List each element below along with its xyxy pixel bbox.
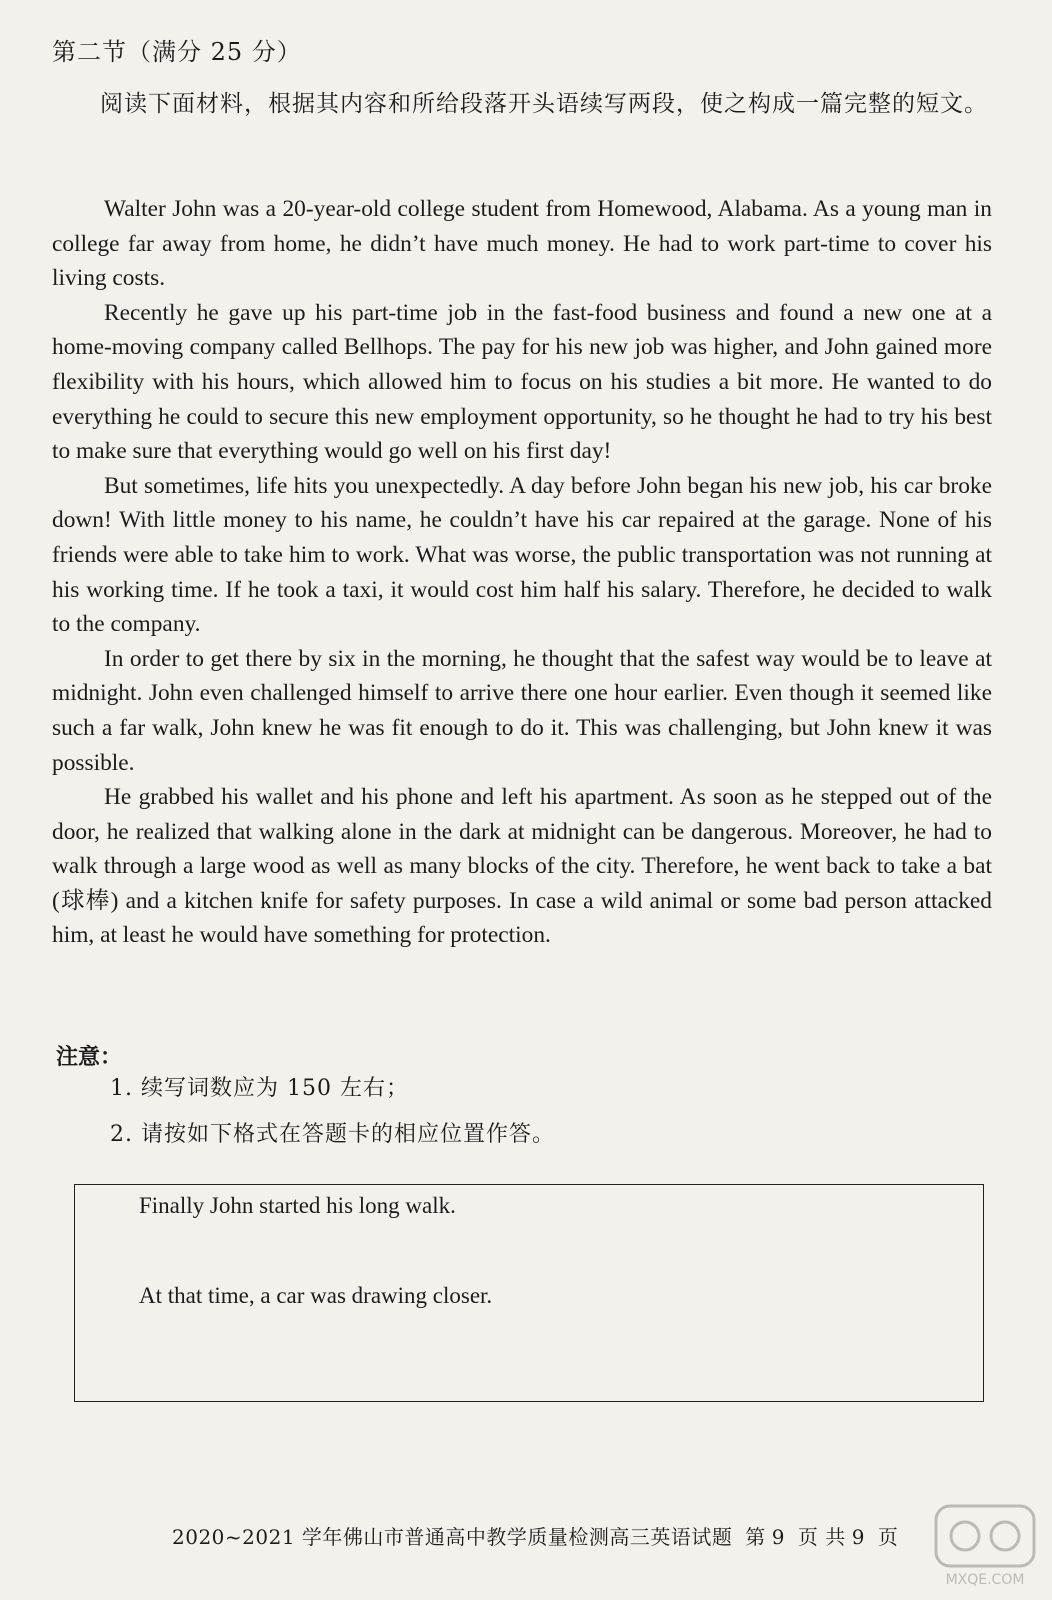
footer-title: 2020~2021 学年佛山市普通高中教学质量检测高三英语试题 [172,1525,733,1549]
passage-paragraph: Recently he gave up his part-time job in the fast-food business and found a new one at a home-moving company called Bellhops. The pay for his new job was higher, and John gained more flexibility with his hours, which allowed him to focus on his studies a bit more. He wanted to do everything he could to secure this new employment opportunity, so he thought he had to try his best to make sure that everything would go well on his first day! [52,299,992,465]
instruction-text: 阅读下面材料，根据其内容和所给段落开头语续写两段，使之构成一篇完整的短文。 [100,91,988,117]
svg-text:MXQE.COM: MXQE.COM [945,1572,1025,1588]
passage-paragraph: But sometimes, life hits you unexpectedly. A day before John began his new job, his car broke down! With little money to his name, he couldn’t have his car repaired at the garage. None of his friends were able to take him to work. What was worse, the public transportation was not running at his working time. If he took a taxi, it would cost him half his salary. Therefore, he decided to walk to the company. [52,472,992,638]
footer-page-prefix: 第 [745,1525,766,1549]
site-logo-icon [930,1500,1040,1590]
passage-paragraph: He grabbed his wallet and his phone and left his apartment. As soon as he stepped out of the door, he realized that walking alone in the dark at midnight can be dangerous. Moreover, he had to walk through a large wood as well as many blocks of the city. Therefore, he went back to take a bat (球棒) and a kitchen knife for safety purposes. In case a wild animal or some bad person attacked him, at least he would have something for protection. [52,784,992,949]
footer-page-current: 9 [771,1525,786,1549]
note-item: 2. 请按如下格式在答题卡的相应位置作答。 [110,1122,555,1147]
reading-passage [52,192,992,953]
notes-list [110,1072,555,1164]
footer-page-mid: 页 共 [797,1525,846,1549]
passage-paragraph: In order to get there by six in the morning, he thought that the safest way would be to leave at midnight. John even challenged himself to arrive there one hour earlier. Even though it seemed like such a far walk, John knew he was fit enough to do it. This was challenging, but John knew it was possible. [52,645,992,776]
section-title: 第二节（满分 25 分） [52,38,302,66]
answer-box [74,1184,984,1402]
answer-opening-line-2: At that time, a car was drawing closer. [139,1283,493,1308]
page-footer [172,1522,904,1552]
footer-page-suffix: 页 [877,1525,899,1549]
footer-page-total: 9 [851,1525,865,1549]
note-item: 1. 续写词数应为 150 左右； [110,1076,409,1101]
passage-paragraph: Walter John was a 20-year-old college student from Homewood, Alabama. As a young man in college far away from home, he didn’t have much money. He had to work part-time to cover his living costs. [52,196,992,292]
answer-opening-line-1: Finally John started his long walk. [139,1193,456,1218]
notes-title: 注意： [56,1044,123,1070]
